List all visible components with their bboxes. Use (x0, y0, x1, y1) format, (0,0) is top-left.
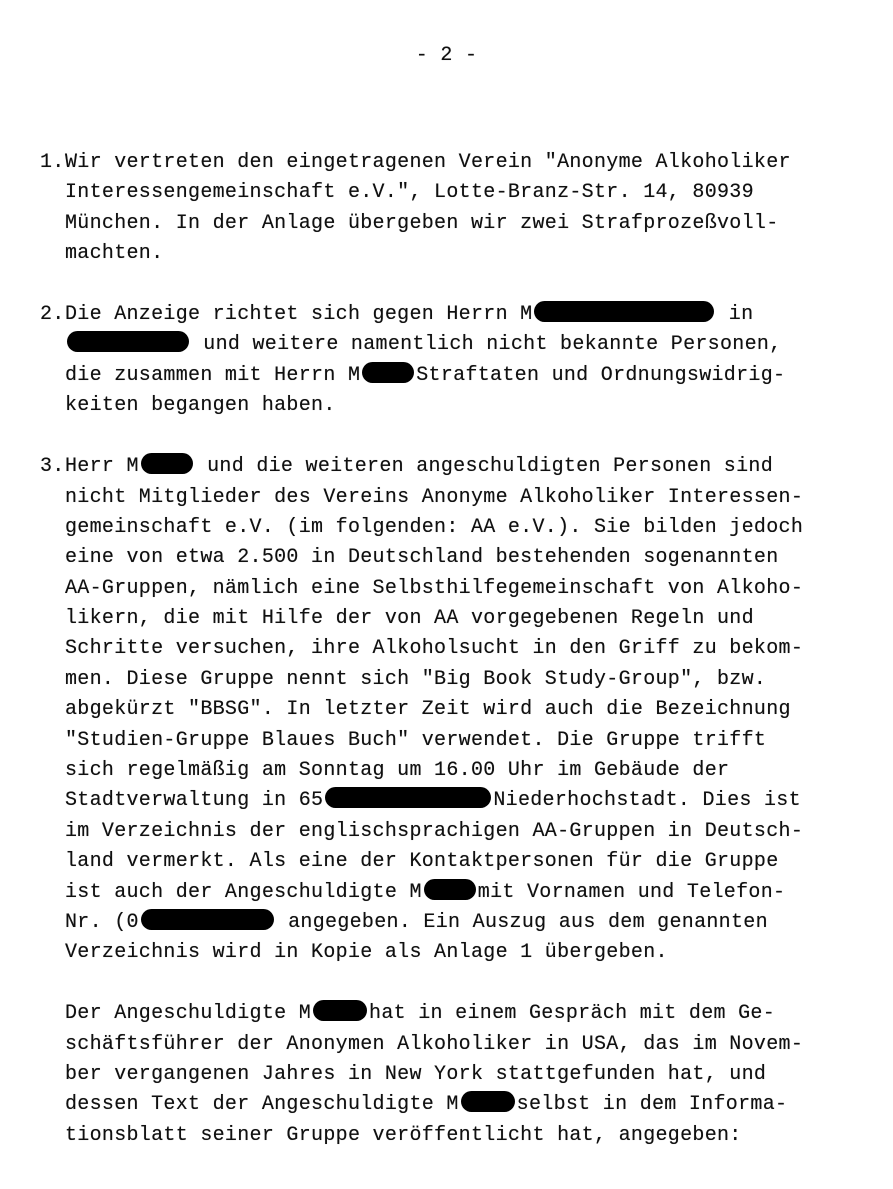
text-segment: schäftsführer der Anonymen Alkoholiker in USA, das im Novem- (65, 1032, 804, 1056)
text-segment: mit Vornamen und Telefon- (477, 880, 786, 904)
document-body (40, 148, 855, 1182)
paragraph-number: 3. (40, 455, 65, 479)
text-segment: "Studien-Gruppe Blaues Buch" verwendet. Die Gruppe trifft (65, 728, 767, 752)
text-line (65, 178, 855, 208)
text-segment: hat in einem Gespräch mit dem Ge- (369, 1002, 776, 1026)
redaction-bar (313, 1000, 367, 1021)
text-line (65, 1060, 855, 1090)
text-segment: machten. (65, 242, 164, 266)
text-line (65, 513, 855, 543)
paragraph (65, 999, 855, 1151)
text-line (65, 209, 855, 239)
text-line (65, 634, 855, 664)
text-line (65, 330, 855, 360)
text-segment: gemeinschaft e.V. (im folgenden: AA e.V.). Sie bilden jedoch (65, 515, 804, 539)
paragraph (40, 300, 855, 422)
text-line (65, 908, 855, 938)
text-segment: Straftaten und Ordnungswidrig- (416, 363, 786, 387)
text-line (65, 786, 855, 816)
text-line (65, 878, 855, 908)
text-line (65, 300, 855, 330)
text-line (65, 452, 855, 482)
paragraph (40, 148, 855, 270)
text-segment: Schritte versuchen, ihre Alkoholsucht in den Griff zu bekom- (65, 637, 804, 661)
text-segment: selbst in dem Informa- (516, 1093, 788, 1117)
text-segment: die zusammen mit Herrn M (65, 363, 361, 387)
text-segment: Niederhochstadt. Dies ist (493, 789, 801, 813)
redaction-bar (141, 453, 193, 474)
text-segment: keiten begangen haben. (65, 394, 336, 418)
text-line (65, 148, 855, 178)
text-segment: Der Angeschuldigte M (65, 1002, 312, 1026)
text-line (65, 938, 855, 968)
text-line (65, 239, 855, 269)
text-line (65, 726, 855, 756)
paragraph-number: 1. (40, 151, 65, 174)
redaction-bar (325, 787, 491, 808)
text-segment: Nr. (0 (65, 910, 139, 934)
text-segment: angegeben. Ein Auszug aus dem genannten (275, 910, 768, 934)
text-segment: eine von etwa 2.500 in Deutschland bestehenden sogenannten (65, 546, 779, 570)
text-line (65, 361, 855, 391)
text-line (65, 574, 855, 604)
text-segment: Verzeichnis wird in Kopie als Anlage 1 übergeben. (65, 941, 668, 965)
redaction-bar (362, 362, 414, 383)
text-segment: München. In der Anlage übergeben wir zwei Strafprozeßvoll- (65, 211, 779, 235)
text-line (65, 604, 855, 634)
text-segment: ber vergangenen Jahres in New York stattgefunden hat, und (65, 1063, 767, 1087)
text-segment: Interessengemeinschaft e.V.", Lotte-Branz-Str. 14, 80939 (65, 181, 754, 205)
text-segment: abgekürzt "BBSG". In letzter Zeit wird auch die Bezeichnung (65, 698, 791, 722)
text-segment: AA-Gruppen, nämlich eine Selbsthilfegemeinschaft von Alkoho- (65, 576, 804, 600)
text-segment: land vermerkt. Als eine der Kontaktpersonen für die Gruppe (65, 850, 779, 874)
redaction-bar (67, 331, 189, 352)
text-segment: in (716, 303, 754, 327)
text-segment: ist auch der Angeschuldigte M (65, 880, 422, 904)
text-segment: likern, die mit Hilfe der von AA vorgegebenen Regeln und (65, 607, 754, 631)
page-number: - 2 - (415, 44, 478, 67)
text-line (65, 999, 855, 1029)
text-segment: und die weiteren angeschuldigten Personen sind (194, 455, 774, 479)
text-line (65, 1121, 855, 1151)
text-line (65, 817, 855, 847)
redaction-bar (141, 909, 274, 930)
text-line (65, 847, 855, 877)
text-line (65, 695, 855, 725)
text-line (65, 543, 855, 573)
text-segment: sich regelmäßig am Sonntag um 16.00 Uhr im Gebäude der (65, 759, 730, 783)
text-line (65, 1030, 855, 1060)
text-segment: Herr M (65, 455, 139, 479)
text-segment: nicht Mitglieder des Vereins Anonyme Alkoholiker Interessen- (65, 485, 804, 509)
text-line (65, 665, 855, 695)
redaction-bar (534, 301, 714, 322)
text-line (65, 483, 855, 513)
paragraph (40, 452, 855, 969)
text-line (65, 756, 855, 786)
redaction-bar (461, 1091, 515, 1112)
text-line (65, 1090, 855, 1120)
text-segment: Stadtverwaltung in 65 (65, 789, 324, 813)
text-segment: und weitere namentlich nicht bekannte Personen, (191, 333, 782, 357)
text-segment: tionsblatt seiner Gruppe veröffentlicht hat, angegeben: (65, 1123, 742, 1147)
text-segment: Die Anzeige richtet sich gegen Herrn M (65, 303, 533, 327)
redaction-bar (424, 879, 476, 900)
text-segment: dessen Text der Angeschuldigte M (65, 1093, 459, 1117)
paragraph-number: 2. (40, 303, 65, 327)
text-line (65, 391, 855, 421)
text-segment: Wir vertreten den eingetragenen Verein "Anonyme Alkoholiker (65, 151, 791, 174)
text-segment: men. Diese Gruppe nennt sich "Big Book Study-Group", bzw. (65, 667, 767, 691)
text-segment: im Verzeichnis der englischsprachigen AA-Gruppen in Deutsch- (65, 819, 804, 843)
